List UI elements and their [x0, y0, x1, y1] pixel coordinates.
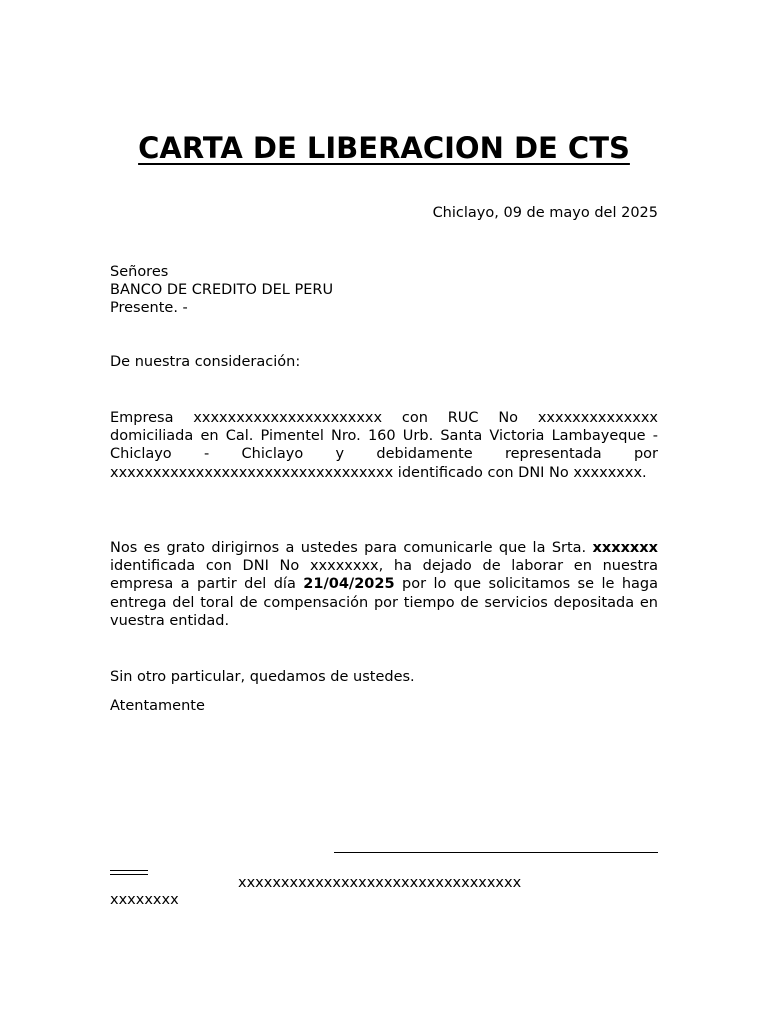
regards-line: Atentamente [110, 698, 205, 714]
recipient-bank: BANCO DE CREDITO DEL PERU [110, 282, 334, 299]
consideration-line: De nuestra consideración: [110, 354, 301, 370]
closing-line: Sin otro particular, quedamos de ustedes. [110, 669, 415, 685]
letter-title-text: CARTA DE LIBERACION DE CTS [138, 131, 630, 165]
signature-dni: xxxxxxxx [110, 892, 179, 908]
recipient-block [110, 263, 658, 318]
employee-name: xxxxxxx [592, 540, 658, 556]
paragraph-notification-part-b: identificada con DNI No xxxxxxxx, ha dejado de laborar en nuestra empresa a partir del día [110, 558, 658, 593]
signature-double-rule [110, 870, 148, 875]
signature-line [334, 852, 658, 853]
letter-date: Chiclayo, 09 de mayo del 2025 [432, 205, 658, 221]
paragraph-notification [110, 539, 658, 630]
signature-name: xxxxxxxxxxxxxxxxxxxxxxxxxxxxxxxxx [238, 875, 522, 891]
paragraph-company: Empresa xxxxxxxxxxxxxxxxxxxxxx con RUC No xxxxxxxxxxxxxx domiciliada en Cal. Pimentel Nro. 160 Urb. Santa Victoria Lambayeque - Chiclayo - Chiclayo y debidamente representada por xxxxxxxxxxxxxxxxxxxxxxxxxxxxxxxxx identificado con DNI No xxxxxxxx. [110, 410, 658, 481]
recipient-presente: Presente. - [110, 300, 188, 317]
termination-date: 21/04/2025 [303, 576, 395, 593]
recipient-salutation: Señores [110, 264, 169, 280]
paragraph-notification-part-a: Nos es grato dirigirnos a ustedes para comunicarle que la Srta. [110, 540, 593, 556]
paragraph-notification-part-c: por lo que solicitamos se le haga entrega del toral de compensación por tiempo de servicios depositada en vuestra entidad. [110, 576, 658, 629]
letter-title [0, 130, 768, 166]
